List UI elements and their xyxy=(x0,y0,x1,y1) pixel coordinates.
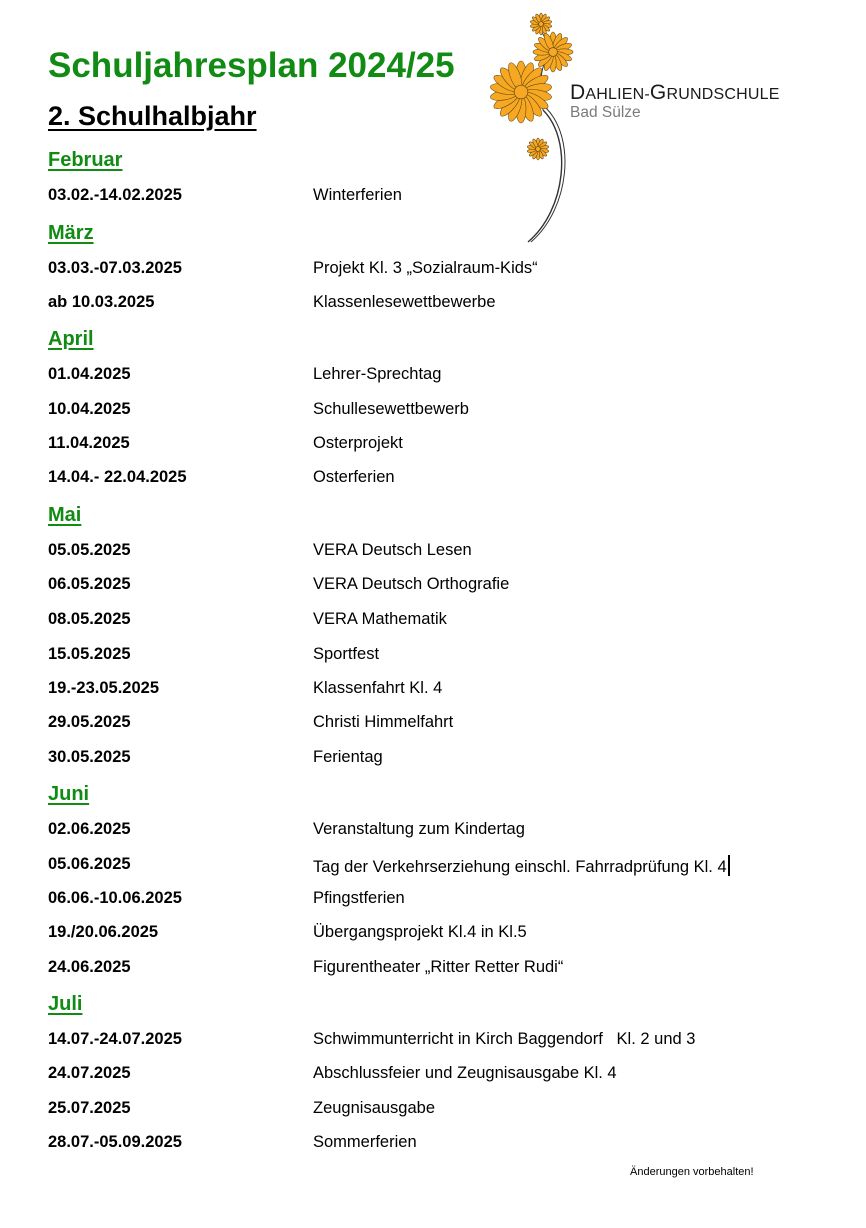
event-date: 01.04.2025 xyxy=(48,365,131,383)
event-date: 30.05.2025 xyxy=(48,748,131,766)
event-row xyxy=(0,855,866,877)
event-description: Schwimmunterricht in Kirch Baggendorf Kl. 2 und 3 xyxy=(313,1030,696,1048)
event-date: 11.04.2025 xyxy=(48,434,130,452)
event-date: 24.06.2025 xyxy=(48,958,131,976)
event-row xyxy=(0,468,866,490)
event-description: Klassenlesewettbewerbe xyxy=(313,293,496,311)
month-heading: Juli xyxy=(48,993,83,1015)
event-description: Abschlussfeier und Zeugnisausgabe Kl. 4 xyxy=(313,1064,617,1082)
flower-center xyxy=(539,22,544,27)
event-description: VERA Deutsch Orthografie xyxy=(313,575,510,593)
event-row xyxy=(0,820,866,842)
event-row xyxy=(0,575,866,597)
event-row xyxy=(0,259,866,281)
event-date: 28.07.-05.09.2025 xyxy=(48,1133,182,1151)
event-description: Klassenfahrt Kl. 4 xyxy=(313,679,443,697)
page-subtitle: 2. Schulhalbjahr xyxy=(48,101,257,131)
event-date: 06.06.-10.06.2025 xyxy=(48,889,182,907)
event-description: Lehrer-Sprechtag xyxy=(313,365,442,383)
event-date: 10.04.2025 xyxy=(48,400,131,418)
flower-blossom xyxy=(533,32,573,72)
event-row xyxy=(0,1099,866,1121)
event-date: 14.04.- 22.04.2025 xyxy=(48,468,187,486)
event-row xyxy=(0,365,866,387)
event-description: Pfingstferien xyxy=(313,889,405,907)
event-row xyxy=(0,186,866,208)
flower-blossom xyxy=(490,61,553,123)
event-row xyxy=(0,1064,866,1086)
event-description: Tag der Verkehrserziehung einschl. Fahrradprüfung Kl. 4 xyxy=(313,855,730,877)
event-date: 02.06.2025 xyxy=(48,820,131,838)
event-description: Sportfest xyxy=(313,645,380,663)
event-row xyxy=(0,434,866,456)
event-description: Schullesewettbewerb xyxy=(313,400,469,418)
event-description: Projekt Kl. 3 „Sozialraum-Kids“ xyxy=(313,259,538,277)
event-description: VERA Mathematik xyxy=(313,610,447,628)
event-description: Osterferien xyxy=(313,468,395,486)
event-description: Sommerferien xyxy=(313,1133,417,1151)
event-date: 29.05.2025 xyxy=(48,713,131,731)
event-date: 03.03.-07.03.2025 xyxy=(48,259,182,277)
school-name: DAHLIEN-GRUNDSCHULE xyxy=(570,81,780,104)
event-description: Zeugnisausgabe xyxy=(313,1099,436,1117)
event-description: VERA Deutsch Lesen xyxy=(313,541,472,559)
event-date: ab 10.03.2025 xyxy=(48,293,155,311)
event-description: Veranstaltung zum Kindertag xyxy=(313,820,525,838)
flower-stem xyxy=(531,108,565,242)
event-description: Christi Himmelfahrt xyxy=(313,713,454,731)
month-heading: Februar xyxy=(48,149,123,171)
event-row xyxy=(0,958,866,980)
event-row xyxy=(0,889,866,911)
flower-center xyxy=(549,48,558,57)
event-row xyxy=(0,748,866,770)
event-description: Figurentheater „Ritter Retter Rudi“ xyxy=(313,958,564,976)
event-row xyxy=(0,1030,866,1052)
event-description: Osterprojekt xyxy=(313,434,403,452)
event-row xyxy=(0,610,866,632)
event-date: 14.07.-24.07.2025 xyxy=(48,1030,182,1048)
event-description: Übergangsprojekt Kl.4 in Kl.5 xyxy=(313,923,527,941)
event-row xyxy=(0,400,866,422)
event-date: 08.05.2025 xyxy=(48,610,131,628)
event-date: 19.-23.05.2025 xyxy=(48,679,160,697)
flower-center xyxy=(536,147,541,152)
event-description: Winterferien xyxy=(313,186,402,204)
event-row xyxy=(0,645,866,667)
month-heading: Mai xyxy=(48,504,82,526)
page-title: Schuljahresplan 2024/25 xyxy=(48,46,455,85)
flower-center xyxy=(514,85,528,99)
month-heading: April xyxy=(48,328,94,350)
event-date: 05.06.2025 xyxy=(48,855,131,873)
month-heading: März xyxy=(48,222,94,244)
flower-stem xyxy=(528,110,562,242)
event-description: Ferientag xyxy=(313,748,383,766)
flower-blossom xyxy=(527,138,549,160)
footer-note: Änderungen vorbehalten! xyxy=(630,1166,754,1178)
event-row xyxy=(0,713,866,735)
event-date: 24.07.2025 xyxy=(48,1064,131,1082)
event-row xyxy=(0,1133,866,1155)
event-row xyxy=(0,679,866,701)
event-row xyxy=(0,923,866,945)
event-date: 19./20.06.2025 xyxy=(48,923,159,941)
text-cursor xyxy=(728,855,730,876)
event-date: 15.05.2025 xyxy=(48,645,131,663)
event-date: 03.02.-14.02.2025 xyxy=(48,186,182,204)
flower-logo-icon xyxy=(488,10,828,246)
event-row xyxy=(0,541,866,563)
event-row xyxy=(0,293,866,315)
event-date: 06.05.2025 xyxy=(48,575,131,593)
event-date: 05.05.2025 xyxy=(48,541,131,559)
school-town: Bad Sülze xyxy=(570,104,641,121)
month-heading: Juni xyxy=(48,783,90,805)
event-date: 25.07.2025 xyxy=(48,1099,131,1117)
flower-blossom xyxy=(530,13,552,35)
